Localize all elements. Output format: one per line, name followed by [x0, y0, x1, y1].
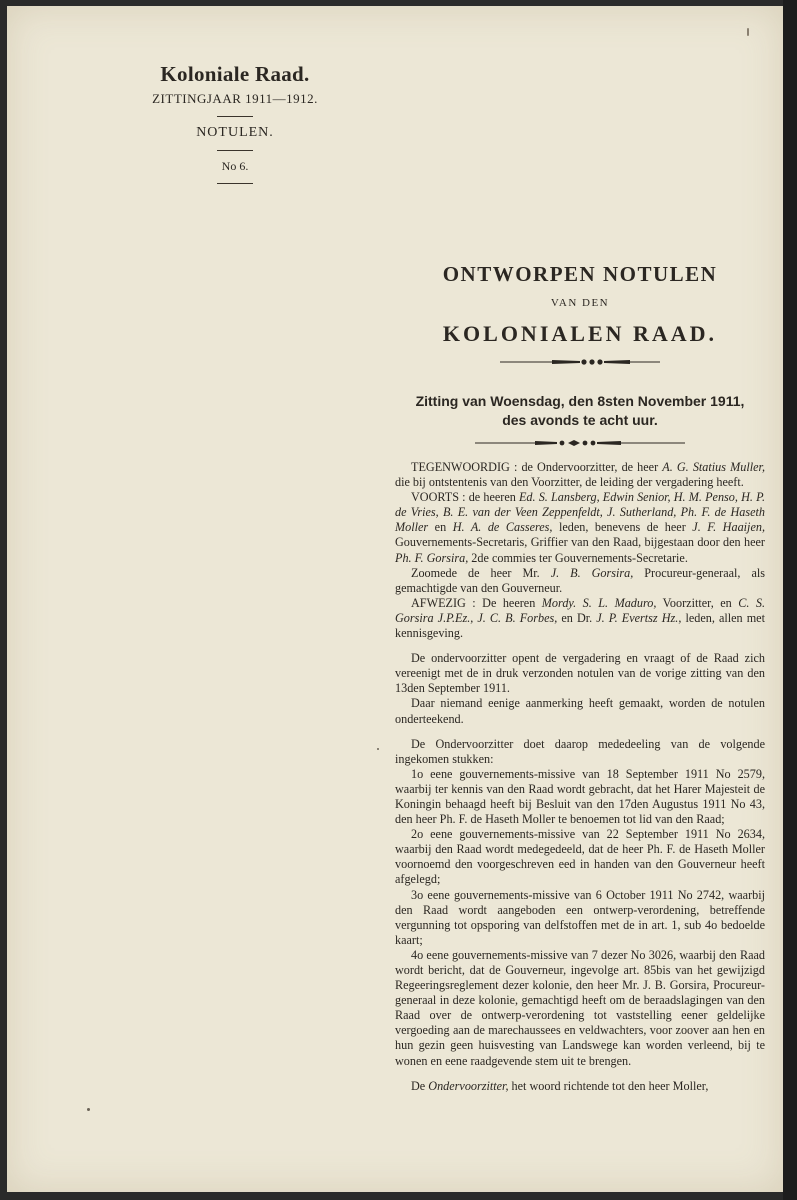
session-time: des avonds te acht uur.	[502, 412, 658, 428]
ornament-divider	[475, 438, 685, 448]
incoming-documents-intro: De Ondervoorzitter doet daarop mededeeling van de volgende ingekomen stukken:	[395, 736, 765, 766]
heading-line-2: VAN DEN	[550, 297, 610, 309]
scan-edge	[783, 0, 797, 1200]
closing-paragraph: De Ondervoorzitter, het woord richtende tot den heer Moller,	[411, 1078, 709, 1093]
session-info	[400, 392, 760, 453]
attendance-also: VOORTS : de heeren Ed. S. Lansberg, Edwin Senior, H. M. Penso, H. P. de Vries, B. E. van der Veen Zeppenfeldt, J. Sutherland, Ph. F. de Haseth Moller en H. A. de Casseres, leden, benevens de heer J. F. Haaijen, Gouvernements-Secretaris, Griffier van den Raad, bijgestaan door den heer Ph. F. Gorsira, 2de commies ter Gouvernements-Secretarie.	[395, 490, 765, 565]
minutes-body	[395, 460, 765, 1094]
heading-line-3: KOLONIALEN RAAD.	[442, 321, 718, 346]
opening-paragraph: De ondervoorzitter opent de vergadering en vraagt of de Raad zich vereenigt met de in druk verzonden notulen van de vorige zitting van den 13den September 1911.	[395, 651, 765, 696]
notulen-label: NOTULEN.	[196, 125, 274, 140]
margin-mark	[747, 28, 749, 36]
heading-line-1: ONTWORPEN NOTULEN	[442, 262, 718, 286]
incoming-document-1: 1o eene gouvernements-missive van 18 September 1911 No 2579, waarbij ter kennis van den Raad wordt gebracht, dat het Harer Majesteit de Koningin behaagd heeft bij Besluit van den 17den Augustus 1911 No 43, den heer Ph. F. de Haseth Moller te benoemen tot lid van den Raad;	[395, 766, 765, 827]
incoming-document-2: 2o eene gouvernements-missive van 22 September 1911 No 2634, waarbij den Raad wordt medegedeeld, dat de heer Ph. F. de Haseth Moller voornoemd den voorgeschreven eed in handen van den Gouverneur heeft afgelegd;	[395, 827, 765, 887]
session-date: Zitting van Woensdag, den 8sten November 1911,	[415, 393, 745, 409]
speck	[377, 748, 379, 750]
header-divider	[217, 116, 253, 117]
ornament-divider	[500, 357, 660, 367]
council-title: Koloniale Raad.	[160, 62, 310, 86]
attendance-present: TEGENWOORDIG : de Ondervoorzitter, de heer A. G. Statius Muller, die bij ontstentenis van den Voorzitter, de leiding der vergadering heeft.	[395, 460, 765, 490]
attendance-procureur: Zoomede de heer Mr. J. B. Gorsira, Procureur-generaal, als gemachtigde van den Gouverneur.	[395, 565, 765, 595]
main-heading	[395, 262, 765, 367]
header-divider	[217, 150, 253, 151]
incoming-document-4: 4o eene gouvernements-missive van 7 dezer No 3026, waarbij den Raad wordt bericht, dat de Gouverneur, ingevolge art. 85bis van het gewijzigd Regeeringsreglement dezer kolonie, den heer Mr. J. B. Gorsira, Procureur-generaal in deze kolonie, gemachtigd heeft om de beraadslagingen van den Raad over de ontwerp-verordening tot vaststelling eener geldelijke vergoeding aan de marechaussees en veldwachters, voor zoover aan hen en hun gezin geen huisvesting van Landswege kan worden verleend, bij te wonen en eene raadgevende stem uit te brengen.	[395, 947, 765, 1068]
header-divider	[217, 183, 253, 184]
incoming-document-3: 3o eene gouvernements-missive van 6 October 1911 No 2742, waarbij den Raad wordt aangeboden een ontwerp-verordening, betreffende vergunning tot opsporing van delfstoffen met de in art. 1, sub 4o bedoelde kaart;	[395, 887, 765, 947]
session-year: ZITTINGJAAR 1911—1912.	[152, 91, 318, 106]
speck	[87, 1108, 90, 1111]
issue-number: No 6.	[221, 159, 249, 173]
minutes-signed-paragraph: Daar niemand eenige aanmerking heeft gemaakt, worden de notulen onderteekend.	[395, 696, 765, 726]
publication-header	[110, 62, 360, 192]
attendance-absent: AFWEZIG : De heeren Mordy. S. L. Maduro, Voorzitter, en C. S. Gorsira J.P.Ez., J. C. B. Forbes, en Dr. J. P. Evertsz Hz., leden, allen met kennisgeving.	[395, 595, 765, 641]
